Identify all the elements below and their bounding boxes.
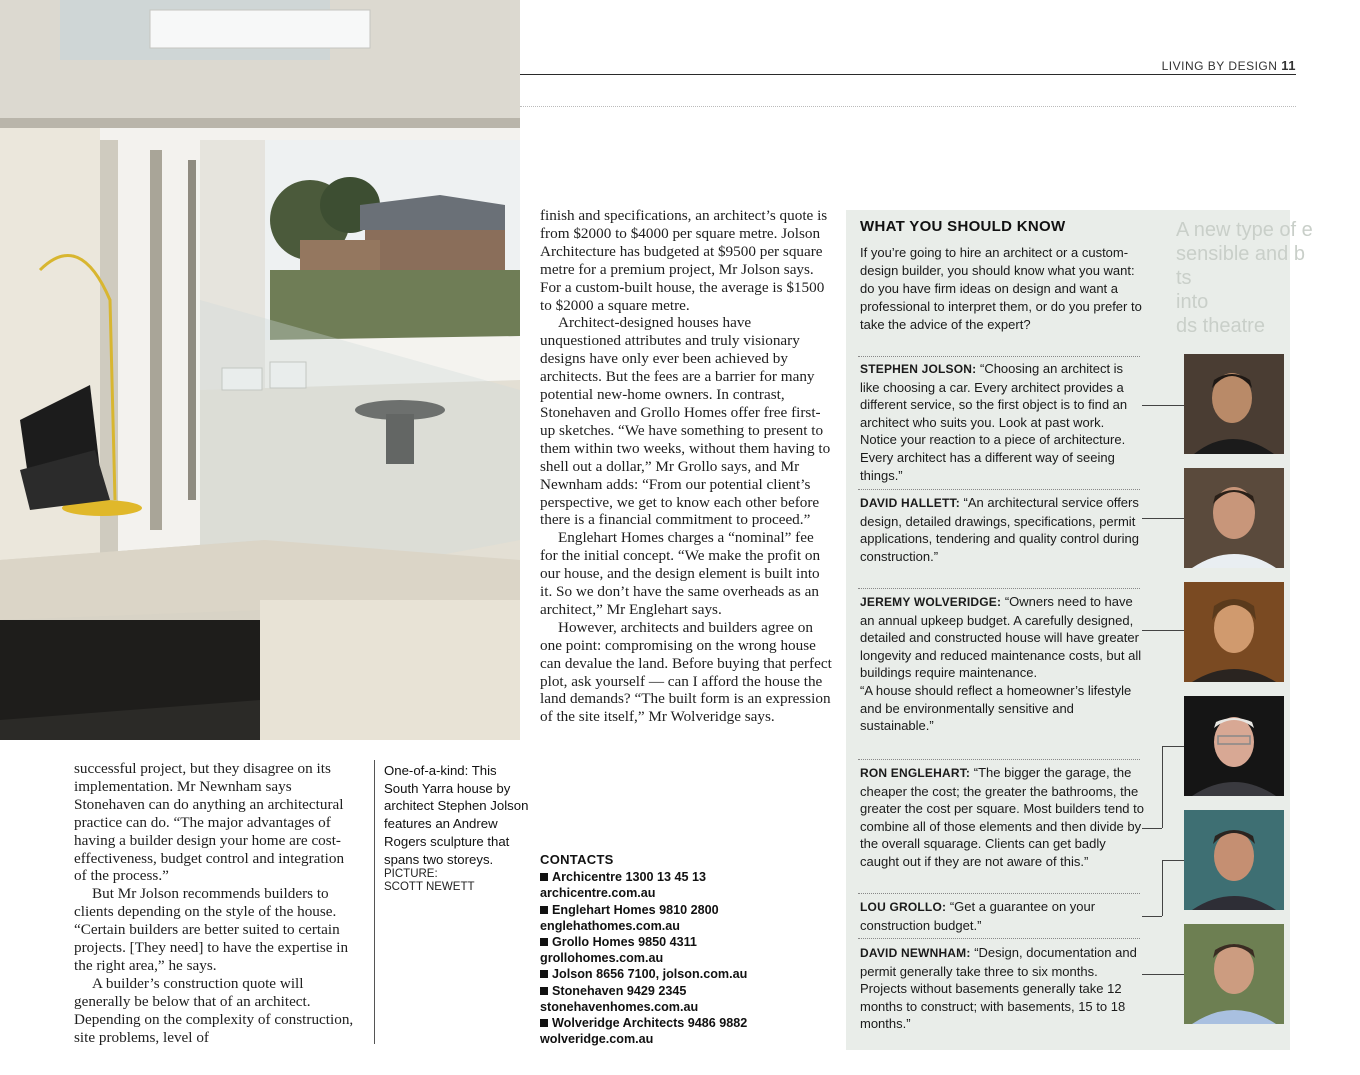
leader-line bbox=[1142, 518, 1184, 519]
portrait-stephen-jolson bbox=[1184, 354, 1284, 454]
bullet-square-icon bbox=[540, 987, 548, 995]
sidebar-title: WHAT YOU SHOULD KNOW bbox=[860, 218, 1066, 235]
quote-david-newnham bbox=[860, 944, 1144, 1033]
person-icon bbox=[1184, 582, 1284, 682]
photo-credit-label: PICTURE: bbox=[384, 868, 438, 881]
quote-lou-grollo bbox=[860, 898, 1144, 934]
leader-line bbox=[1162, 860, 1184, 861]
header-rule-dotted bbox=[520, 106, 1296, 107]
quote-name: STEPHEN JOLSON: bbox=[860, 362, 977, 376]
quote-text: “Choosing an architect is like choosing a car. Every architect provides a different service, so the first object is to find an architect who suits you. Look at past work. Notice your reaction to a piece of architecture. Every architect has a different way of seeing things.” bbox=[860, 361, 1128, 483]
portrait-jeremy-wolveridge bbox=[1184, 582, 1284, 682]
show-through-text: A new type of e sensible and b ts into ds theatre bbox=[1176, 219, 1313, 337]
portrait-david-hallett bbox=[1184, 468, 1284, 568]
paragraph: But Mr Jolson recommends builders to clients depending on the style of the house. “Certain builders are better suited to certain projects. [They need] to have the expertise in the right area,” he says. bbox=[74, 885, 349, 974]
leader-line bbox=[1142, 405, 1184, 406]
quote-jeremy-wolveridge bbox=[860, 593, 1144, 735]
person-icon bbox=[1184, 696, 1284, 796]
contact-line: Stonehaven 9429 2345 bbox=[540, 983, 840, 999]
contacts-box bbox=[540, 852, 840, 1047]
quote-separator bbox=[858, 356, 1140, 357]
person-icon bbox=[1184, 468, 1284, 568]
photo-credit-name: SCOTT NEWETT bbox=[384, 881, 475, 894]
quote-text-extra: “A house should reflect a homeowner’s lifestyle and be environmentally sensitive and sustainable.” bbox=[860, 682, 1132, 734]
leader-line bbox=[1142, 630, 1184, 631]
contact-line: archicentre.com.au bbox=[540, 886, 656, 901]
paragraph: However, architects and builders agree on one point: compromising on the wrong house can devalue the land. Before buying that perfect plot, ask yourself — can I afford the house the land demands? “The built form is an expression of the site itself,” Mr Wolveridge says. bbox=[540, 618, 832, 726]
quote-ron-englehart bbox=[860, 764, 1144, 871]
leader-line bbox=[1162, 746, 1184, 747]
leader-line bbox=[1142, 916, 1162, 917]
person-icon bbox=[1184, 924, 1284, 1024]
quote-name: RON ENGLEHART: bbox=[860, 766, 971, 780]
paragraph: successful project, but they disagree on its implementation. Mr Newnham says Stonehaven can do anything an architectural practice can do. “The major advantages of having a builder design your home are cost-effectiveness, budget control and integration of the process.” bbox=[74, 760, 345, 885]
caption-text: One-of-a-kind: This South Yarra house by architect Stephen Jolson features an Andrew Rogers sculpture that spans two storeys. bbox=[384, 763, 529, 867]
bullet-square-icon bbox=[540, 1019, 548, 1027]
leader-line bbox=[1162, 860, 1163, 916]
person-icon bbox=[1184, 354, 1284, 454]
bullet-square-icon bbox=[540, 970, 548, 978]
quote-name: JEREMY WOLVERIDGE: bbox=[860, 595, 1002, 609]
quote-text: “Get a guarantee on your construction budget.” bbox=[860, 899, 1096, 933]
person-icon bbox=[1184, 810, 1284, 910]
quote-name: DAVID HALLETT: bbox=[860, 496, 960, 510]
leader-line bbox=[1142, 974, 1184, 975]
paragraph: Architect-designed houses have unquestioned attributes and truly visionary designs have only ever been achieved by architects. But the fees are a barrier for many potential new-home owners. In contrast, Stonehaven and Grollo Homes offer free first-up sketches. “We have something to present to them within two weeks, without them having to shell out a dollar,” Mr Grollo says, and Mr Newnham adds: “From our potential client’s perspective, we get to know each other before there is a financial commitment to proceed.” bbox=[540, 314, 831, 529]
bullet-square-icon bbox=[540, 938, 548, 946]
quote-text: “Owners need to have an annual upkeep budget. A carefully designed, detailed and constructed house will have greater longevity and reduced maintenance costs, but all buildings require maintenance. bbox=[860, 594, 1142, 681]
photo-caption bbox=[384, 762, 534, 894]
contact-line: stonehavenhomes.com.au bbox=[540, 999, 699, 1014]
quote-text: “The bigger the garage, the cheaper the cost; the greater the bathrooms, the greater the cost per square. Most builders tend to combine all of those elements and then divide by the overall squarage. Clients can get badly caught out if they are not aware of this.” bbox=[860, 765, 1144, 869]
contacts-heading: CONTACTS bbox=[540, 852, 614, 867]
quote-name: LOU GROLLO: bbox=[860, 900, 947, 914]
contact-line: grollohomes.com.au bbox=[540, 951, 664, 966]
portrait-david-newnham bbox=[1184, 924, 1284, 1024]
quote-separator bbox=[858, 489, 1140, 490]
quote-text: “An architectural service offers design, detailed drawings, specifications, permit applications, tendering and quality control during construction.” bbox=[860, 495, 1139, 564]
portrait-ron-englehart bbox=[1184, 696, 1284, 796]
article-column-1 bbox=[74, 760, 360, 1047]
leader-line bbox=[1142, 828, 1162, 829]
bullet-square-icon bbox=[540, 906, 548, 914]
quote-separator bbox=[858, 893, 1140, 894]
quote-stephen-jolson bbox=[860, 360, 1144, 484]
contact-line: Englehart Homes 9810 2800 bbox=[540, 902, 840, 918]
paragraph: A builder’s construction quote will generally be below that of an architect. Depending on the complexity of construction, site problems, level of bbox=[74, 974, 354, 1046]
contact-line: englehathomes.com.au bbox=[540, 918, 680, 933]
contact-line: Archicentre 1300 13 45 13 bbox=[540, 869, 840, 885]
quote-name: DAVID NEWNHAM: bbox=[860, 946, 971, 960]
contact-line: wolveridge.com.au bbox=[540, 1032, 654, 1047]
page-number: 11 bbox=[1281, 58, 1296, 73]
architecture-photo bbox=[0, 0, 520, 740]
quote-separator bbox=[858, 759, 1140, 760]
sidebar-intro: If you’re going to hire an architect or a custom-design builder, you should know what you want: do you have firm ideas on design and want a professional to interpret them, or do you prefer to take the advice of the expert? bbox=[860, 245, 1142, 332]
portrait-lou-grollo bbox=[1184, 810, 1284, 910]
quote-separator bbox=[858, 938, 1140, 939]
paragraph: finish and specifications, an architect’s quote is from $2000 to $4000 per square metre. Jolson Architecture has budgeted at $9500 per square metre for a premium project, Mr Jolson says. For a custom-built house, the average is $1500 to $2000 a square metre. bbox=[540, 207, 828, 314]
article-column-2 bbox=[540, 207, 832, 726]
quote-separator bbox=[858, 588, 1140, 589]
header-rule bbox=[520, 74, 1296, 75]
paragraph: Englehart Homes charges a “nominal” fee for the initial concept. “We make the profit on our house, and the design element is built into it. So we don’t have the same overheads as an architect,” Mr Englehart says. bbox=[540, 529, 821, 618]
contact-line: Grollo Homes 9850 4311 bbox=[540, 934, 840, 950]
contact-line: Wolveridge Architects 9486 9882 bbox=[540, 1015, 840, 1031]
column-divider bbox=[374, 760, 375, 1044]
contact-line: Jolson 8656 7100, jolson.com.au bbox=[540, 966, 840, 982]
architecture-photo-illustration bbox=[0, 0, 520, 740]
section-title: LIVING BY DESIGN bbox=[1161, 59, 1278, 73]
running-header bbox=[1162, 58, 1296, 73]
quote-david-hallett bbox=[860, 494, 1144, 565]
leader-line bbox=[1162, 746, 1163, 828]
bullet-square-icon bbox=[540, 873, 548, 881]
quote-text: “Design, documentation and permit generally take three to six months. Projects without basements generally take 12 months to construct; with basements, 15 to 18 months.” bbox=[860, 945, 1137, 1032]
